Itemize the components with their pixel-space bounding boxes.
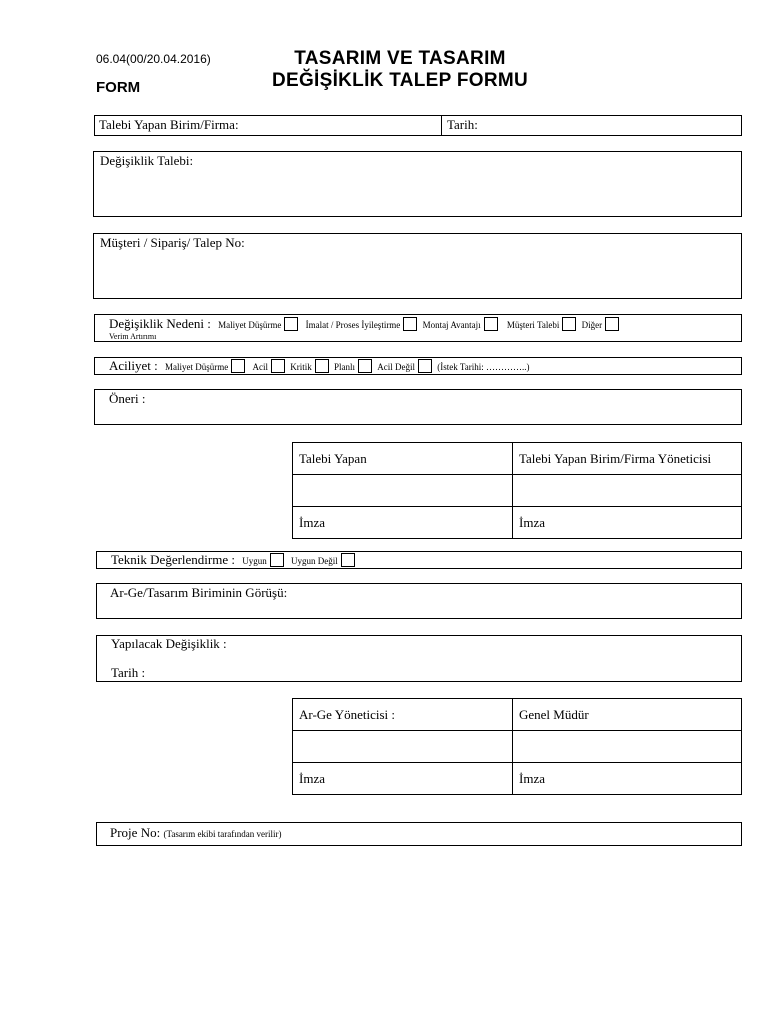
checkbox[interactable] [271,359,285,373]
option-label: Diğer [581,320,603,330]
checkbox[interactable] [484,317,498,331]
date-label: Tarih: [447,117,478,132]
signature-cell[interactable] [293,475,513,507]
form-title-line-1: TASARIM VE TASARIM [294,48,506,69]
checkbox[interactable] [403,317,417,331]
signature-table-approval [292,698,742,795]
signature-label: İmza [513,763,742,795]
signature-label: İmza [513,507,742,539]
change-request-field[interactable] [93,151,742,217]
option-label: Planlı [334,362,356,372]
project-no-label: Proje No: [110,825,161,840]
option-label: Uygun [242,556,267,566]
checkbox[interactable] [231,359,245,373]
change-date-label: Tarih : [111,665,146,680]
checkbox[interactable] [562,317,576,331]
option-label: Maliyet Düşürme [165,362,229,372]
project-no-note: (Tasarım ekibi tarafından verilir) [163,829,282,839]
checkbox[interactable] [358,359,372,373]
rd-opinion-field[interactable] [96,583,742,619]
change-reason-label: Değişiklik Nedeni : [109,316,211,331]
option-label: Montaj Avantajı [422,320,481,330]
customer-order-label: Müşteri / Sipariş/ Talep No: [100,235,245,250]
change-request-label: Değişiklik Talebi: [100,153,194,168]
checkbox[interactable] [418,359,432,373]
checkbox[interactable] [270,553,284,567]
rd-opinion-label: Ar-Ge/Tasarım Biriminin Görüşü: [110,585,288,600]
table-header: Ar-Ge Yöneticisi : [293,699,513,731]
date-field[interactable] [441,115,742,136]
option-label: Acil Değil [377,362,416,372]
change-to-make-label: Yapılacak Değişiklik : [111,636,227,651]
document-code: 06.04(00/20.04.2016) [96,52,211,66]
form-title [230,48,570,92]
option-label: İmalat / Proses İyileştirme [305,320,401,330]
signature-cell[interactable] [513,731,742,763]
technical-eval-row [96,551,742,569]
urgency-row [94,357,742,375]
table-header: Talebi Yapan [293,443,513,475]
customer-order-field[interactable] [93,233,742,299]
option-label: Acil [252,362,268,372]
option-label: Kritik [290,362,312,372]
checkbox[interactable] [341,553,355,567]
document-type: FORM [96,79,141,96]
requested-date: (İstek Tarihi: …………..) [437,362,530,372]
option-label: Müşteri Talebi [506,320,560,330]
signature-cell[interactable] [513,475,742,507]
checkbox[interactable] [284,317,298,331]
requester-unit-label: Talebi Yapan Birim/Firma: [99,117,239,132]
option-label: Maliyet Düşürme [218,320,282,330]
suggestion-label: Öneri : [109,391,146,406]
change-to-make-field[interactable] [96,635,742,682]
change-reason-row [94,314,742,342]
table-header: Talebi Yapan Birim/Firma Yöneticisi [513,443,742,475]
signature-cell[interactable] [293,731,513,763]
table-header: Genel Müdür [513,699,742,731]
signature-table-requester [292,442,742,539]
form-title-line-2: DEĞİŞİKLİK TALEP FORMU [271,70,529,91]
checkbox[interactable] [315,359,329,373]
signature-label: İmza [293,507,513,539]
option-label: Uygun Değil [291,556,338,566]
signature-label: İmza [293,763,513,795]
option-label: Verim Artırımı [109,332,157,341]
project-no-field[interactable] [96,822,742,846]
technical-eval-label: Teknik Değerlendirme : [111,552,235,567]
requester-unit-field[interactable] [94,115,442,136]
checkbox[interactable] [605,317,619,331]
suggestion-field[interactable] [94,389,742,425]
urgency-label: Aciliyet : [109,358,158,373]
